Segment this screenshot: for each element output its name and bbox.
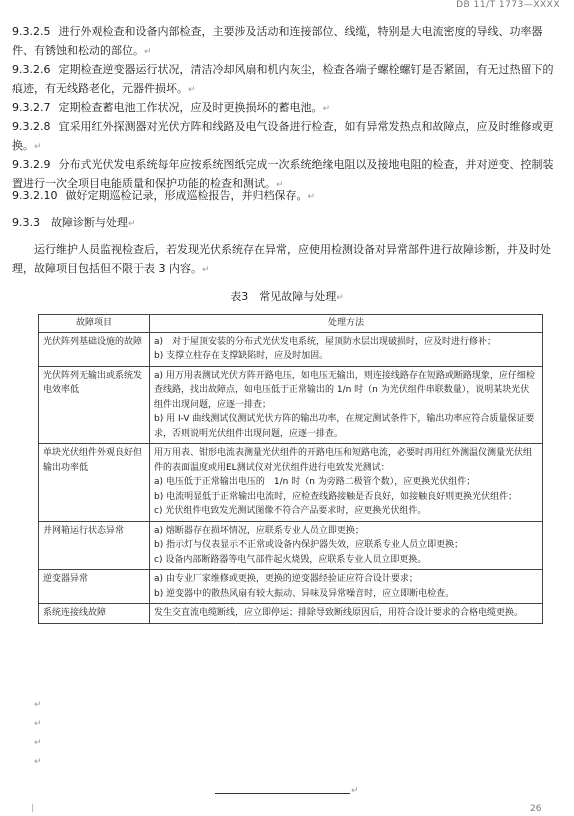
paragraph-mark: ↵	[202, 265, 210, 275]
method-line: a) 用万用表测试光伏方阵开路电压，如电压无输出，则连接线路存在短路或断路现象，应仔细检查线路，找出故障点，如电压低于正常输出的 1/n 时（n 为光伏组件串联数量），说明某块光伏组件出现问题，应逐一排查；	[154, 370, 535, 410]
empty-paragraph-marks	[34, 696, 42, 772]
method-line: c) 设备内部断路器等电气部件起火烧毁，应联系专业人员立即更换。	[154, 554, 427, 565]
paragraph-mark: ↵	[307, 192, 316, 202]
paragraph-mark: ↵	[34, 757, 42, 767]
fault-item-cell: 逆变器异常	[39, 570, 150, 604]
paragraph-9-3-2-8	[12, 117, 562, 157]
table-row	[39, 444, 543, 522]
fault-table	[38, 314, 543, 624]
method-line: a) 电压低于正常输出电压的 1/n 时（n 为旁路二极管个数），应更换光伏组件；	[154, 477, 476, 487]
paragraph-9-3-2-10	[12, 186, 562, 207]
clause-text: 进行外观检查和设备内部检查，主要涉及活动和连接部位、线缆，特别是大电流密度的导线、功率器件、有锈蚀和松动的部位。	[12, 25, 543, 57]
clause-text: 定期检查蓄电池工作状况，应及时更换损坏的蓄电池。	[58, 101, 323, 114]
clause-number: 9.3.2.5	[12, 25, 51, 38]
fault-item-cell: 系统连接线故障	[39, 604, 150, 624]
paragraph-mark: ↵	[144, 47, 152, 57]
method-line: b) 支撑立柱存在支撑缺陷时，应及时加固。	[154, 351, 329, 361]
table-row	[39, 332, 543, 366]
document-end-line	[215, 793, 350, 794]
section-title: 故障诊断与处理	[51, 216, 128, 229]
header-handling-method: 处理方法	[150, 315, 543, 333]
method-line: b) 逆变器中的散热风扇有较大振动、异味及异常噪音时，应立即断电检查。	[154, 588, 455, 599]
fault-item-cell: 并网箱运行状态异常	[39, 521, 150, 570]
table-row	[39, 521, 543, 570]
clause-text: 做好定期巡检记录，形成巡检报告，并归档保存。	[65, 189, 308, 202]
clause-number: 9.3.2.7	[12, 101, 51, 114]
clause-text: 宜采用红外探测器对光伏方阵和线路及电气设备进行检查，如有异常发热点和故障点，应及时维修或更换。	[12, 120, 554, 152]
page-number: 26	[530, 804, 542, 814]
method-line: c) 光伏组件电致发光测试图像不符合产品要求时，应更换光伏组件。	[154, 506, 427, 516]
table-row	[39, 604, 543, 624]
method-cell	[150, 366, 543, 444]
method-cell	[150, 604, 543, 624]
clause-number: 9.3.2.8	[12, 120, 51, 133]
paragraph-mark: ↵	[128, 219, 136, 229]
fault-item-cell: 光伏阵列无输出或系统发电效率低	[39, 366, 150, 444]
paragraph-mark: ↵	[322, 104, 331, 114]
method-line: b) 用 I-V 曲线测试仪测试光伏方阵的输出功率，在规定测试条件下，输出功率应符合质量保证要求，否则说明光伏组件出现问题，应逐一排查。	[154, 414, 535, 439]
clause-number: 9.3.2.6	[12, 63, 51, 76]
fault-item-cell: 光伏阵列基础设施的故障	[39, 332, 150, 366]
section-number: 9.3.3	[12, 216, 40, 229]
paragraph-mark: ↵	[34, 719, 42, 729]
page-header-code: DB 11/T 1773—XXXX	[456, 0, 560, 10]
paragraph-mark: ↵	[34, 142, 42, 152]
paragraph-9-3-2-7	[12, 98, 562, 119]
paragraph-9-3-2-6	[12, 60, 562, 100]
method-line: b) 指示灯与仪表显示不正常或设备内保护器失效，应联系专业人员立即更换；	[154, 540, 464, 550]
paragraph-mark: ↵	[351, 786, 359, 796]
clause-number: 9.3.2.9	[12, 158, 51, 171]
method-cell	[150, 521, 543, 570]
intro-paragraph	[12, 240, 560, 280]
method-cell	[150, 444, 543, 522]
paragraph-mark: ↵	[34, 738, 42, 748]
method-line: a) 熔断器存在损坏情况，应联系专业人员立即更换；	[154, 525, 364, 536]
method-line: a) 对于屋顶安装的分布式光伏发电系统，屋顶防水层出现破损时，应及时进行修补；	[154, 336, 497, 347]
header-fault-item: 故障项目	[39, 315, 150, 333]
section-heading	[12, 214, 136, 230]
paragraph-mark: ↵	[34, 700, 42, 710]
method-cell	[150, 570, 543, 604]
method-cell	[150, 332, 543, 366]
table-caption-text: 表3 常见故障与处理	[230, 290, 337, 303]
fault-item-cell: 单块光伏组件外观良好但输出功率低	[39, 444, 150, 522]
clause-number: 9.3.2.10	[12, 189, 58, 202]
clause-text: 分布式光伏发电系统每年应按系统图纸完成一次系统绝缘电阻以及接地电阻的检查，并对逆变、控制装置进行一次全项目电能质量和保护功能的检查和测试。	[12, 158, 554, 190]
paragraph-mark: ↵	[276, 180, 284, 190]
table-header-row	[39, 315, 543, 333]
method-line: b) 电流明显低于正常输出电流时，应检查线路接触是否良好，如接触良好则更换光伏组件；	[154, 491, 518, 502]
method-line: a) 由专业厂家维修或更换，更换的逆变器经验证应符合设计要求；	[154, 574, 418, 584]
table-row	[39, 570, 543, 604]
margin-corner-mark	[24, 804, 33, 812]
intro-text: 运行维护人员监视检查后，若发现光伏系统存在异常，应使用检测设备对异常部件进行故障诊断，并及时处理，故障项目包括但不限于表 3 内容。	[12, 243, 551, 275]
method-line: 用万用表、钳形电流表测量光伏组件的开路电压和短路电流，必要时再用红外测温仪测量光伏组件的表面温度或用EL测试仪对光伏组件进行电致发光测试：	[154, 448, 533, 473]
paragraph-mark: ↵	[336, 293, 344, 303]
table-caption	[0, 288, 574, 304]
paragraph-9-3-2-5	[12, 22, 562, 62]
clause-text: 定期检查逆变器运行状况，清洁冷却风扇和机内灰尘，检查各端子螺栓螺钉是否紧固，有无过热留下的痕迹，有无线路老化，元器件损坏。	[12, 63, 554, 95]
table-row	[39, 366, 543, 444]
paragraph-mark: ↵	[188, 85, 196, 95]
method-line: 发生交直流电缆断线，应立即停运；排除导致断线原因后，用符合设计要求的合格电缆更换。	[154, 608, 524, 618]
